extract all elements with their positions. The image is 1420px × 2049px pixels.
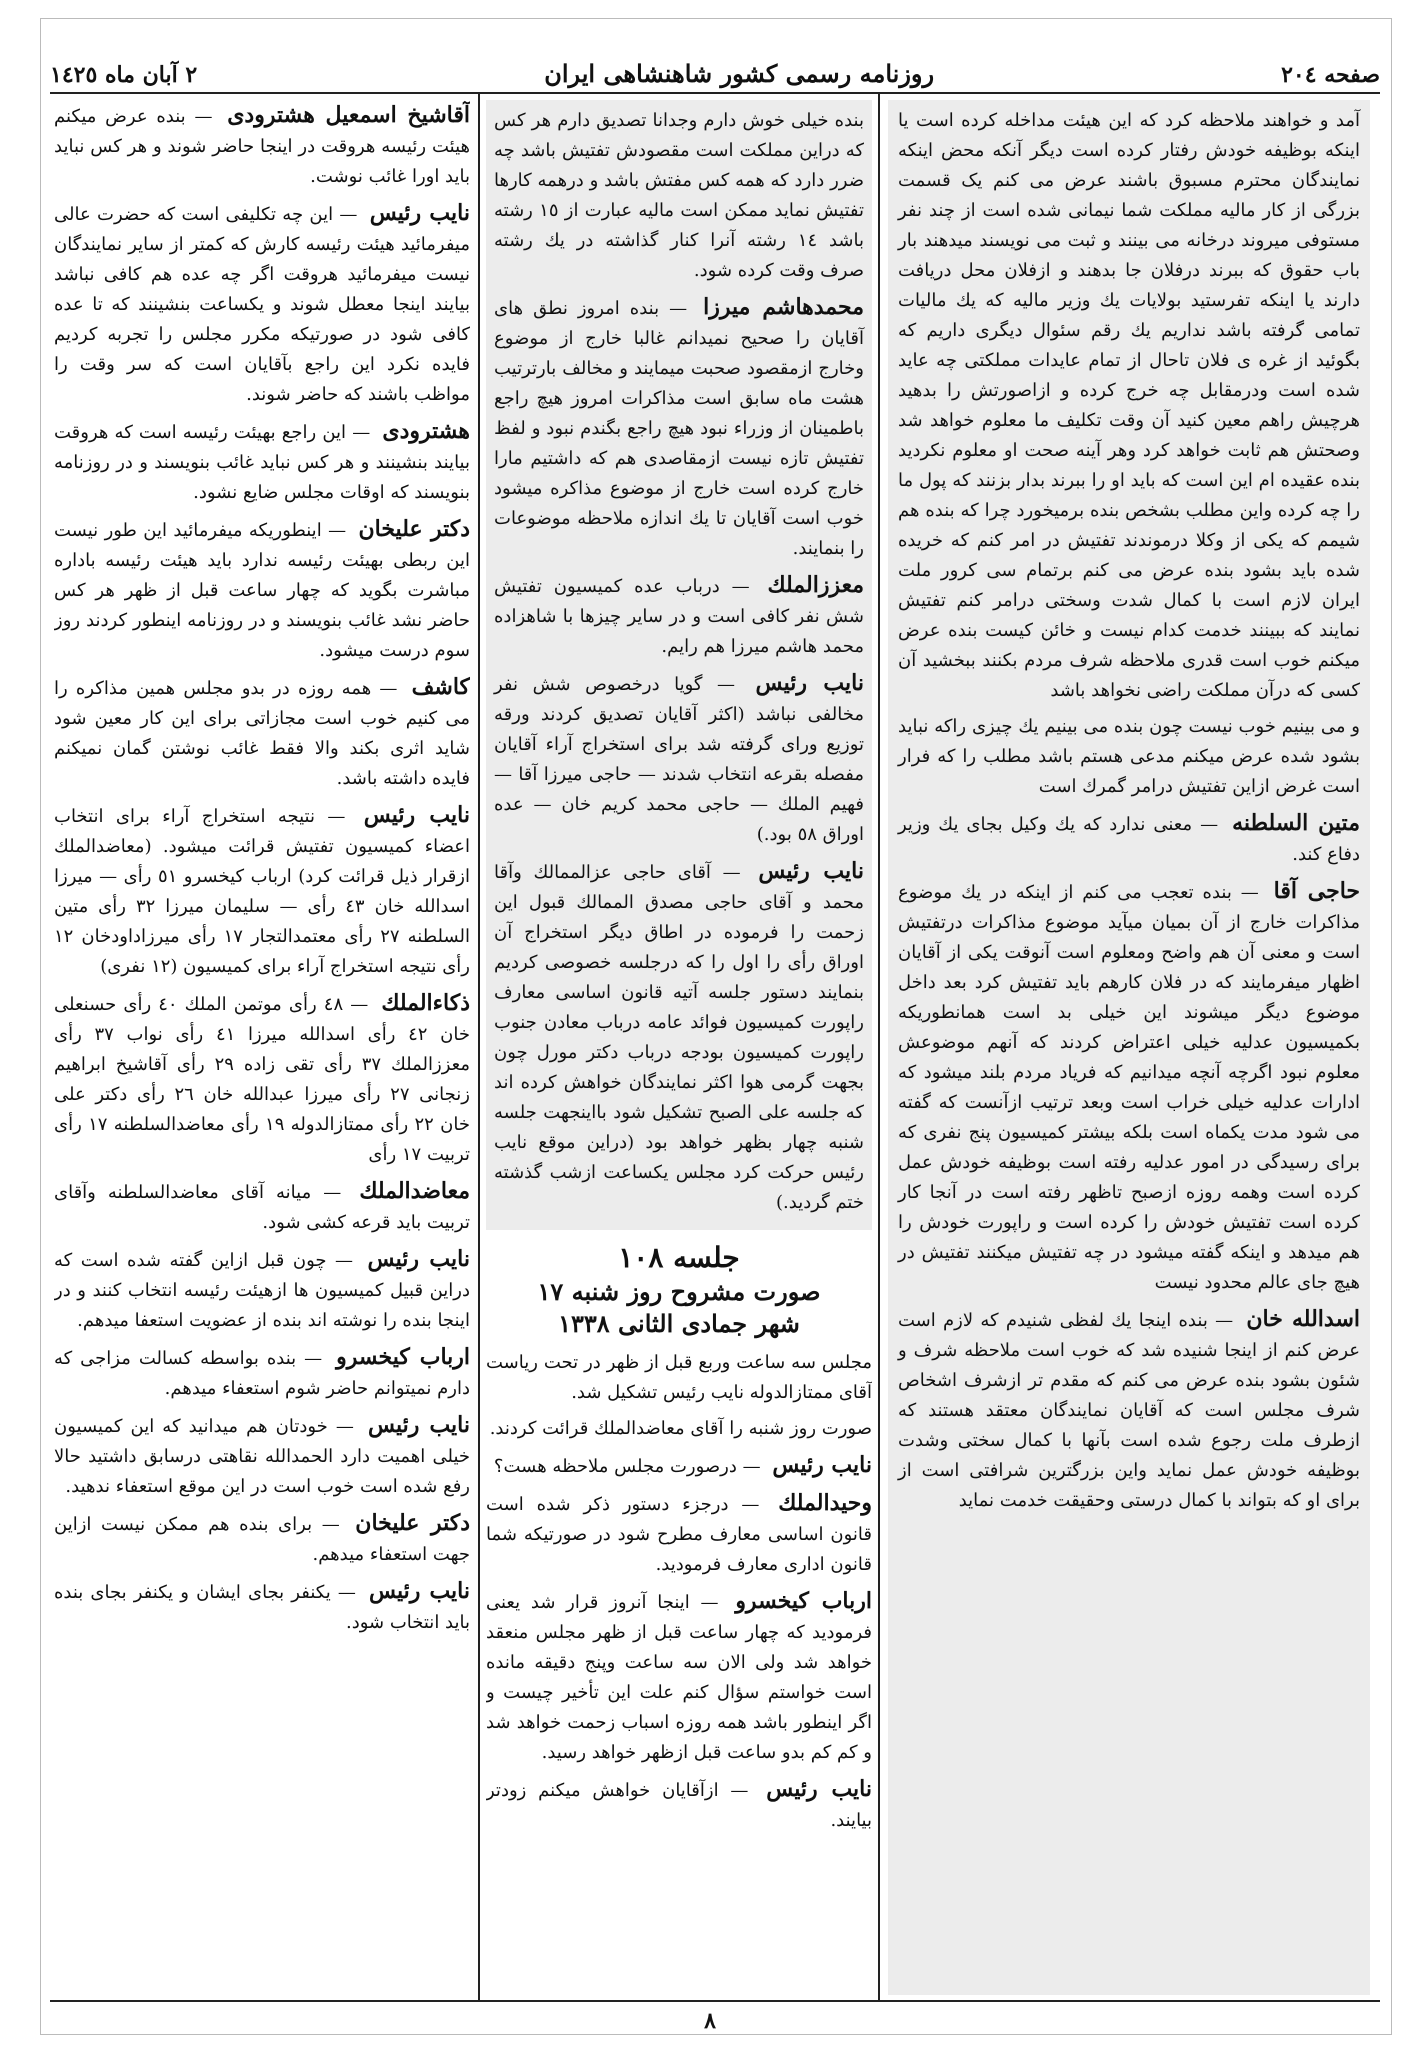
speech-text: بنده بواسطه کسالت مزاجی که دارم نمیتوانم حاضر شوم استعفاء میدهم. (54, 1348, 470, 1399)
speech-text: بنده امروز نطق های آقایان را صحیح نمیدانم غالبا خارج از موضوع وخارج ازمقصود صحبت میمایند و مخالف بارترتیب هشت ماه سابق است مذاکرات امروز هیچ راجع باطمینان از وزراء نبود هیچ راجع بگندم نبود و لفظ تفتیش تازه نیست ازمقاصدی هم که داشتیم مارا خارج کرده است خارج از موضوع مذاکره میشود خوب است آقایان تا یك اندازه ملاحظه موضوعات را بنمایند. (494, 298, 864, 559)
speaker-name: محمدهاشم میرزا (703, 294, 865, 320)
speech-text: میانه آقای معاضدالسلطنه وآقای تربیت باید قرعه کشی شود. (54, 1182, 470, 1233)
speech-paragraph (494, 106, 864, 286)
speech-paragraph: ارباب کیخسرو — بنده بواسطه کسالت مزاجی که دارم نمیتوانم حاضر شوم استعفاء میدهم. (54, 1344, 470, 1399)
footer-rule (50, 2000, 1380, 2002)
speaker-name: ارباب کیخسرو (735, 1588, 872, 1614)
speech-text: صورت روز شنبه را آقای معاضدالملك قرائت کردند. (489, 1418, 872, 1439)
newspaper-title: روزنامه رسمی کشور شاهنشاهی ایران (544, 59, 935, 88)
speech-paragraph: معاضدالملك — میانه آقای معاضدالسلطنه وآقای تربیت باید قرعه کشی شود. (54, 1178, 470, 1233)
column-left (54, 100, 470, 1995)
speech-text: گویا درخصوص شش نفر مخالفی نباشد (اکثر آقایان تصدیق کردند ورقه توزیع ورای گرفته شد برای استخراج آراء آقایان مفصله بقرعه انتخاب شدند — حاجی میرزا آقا — فهیم الملك — حاجی محمد کریم خان — عده اوراق ٥٨ بود.) (494, 674, 864, 845)
speaker-name: حاجی آقا (1273, 878, 1360, 904)
speech-paragraph: وحیدالملك — درجزء دستور ذکر شده است قانون اساسی معارف مطرح شود در صورتیکه شما قانون اداری معارف فرمودید. (486, 1490, 872, 1575)
speech-text: آمد و خواهند ملاحظه کرد که این هیئت مداخله کرده است یا اینکه بوظیفه خودش رفتار کرده است دیگر آنکه محض اینکه نمایندگان محترم مسبوق باشند عرض می کنم یک قسمت بزرگی از کار مالیه مملکت شما نیمانی شده است از چند نفر مستوفی میروند درخانه می بینند و ثبت می نویسند میدهند بار باب حقوق که ببرند درفلان جا بدهند و ازفلان محل دریافت دارند یا اینکه تفرستید بولایات یك وزیر مالیه که یك مالیات تمامی گرفته باشد نداریم یك رقم سئوال دیگری داریم که بگوئید از غره ی فلان تاحال از تمام عایدات مملکتی چه عاید شده است ودرمقابل چه خرج کرده و ازاصورتش را بدهید هرچیش راهم معین کنید آن وقت تکلیف ما معلوم خواهد شد وصحتش هم ثابت خواهد کرد وهر آینه صحت او معلوم نکردید بنده عقیده ام این است که باید او را ببرند بدار بزنند که پول ما را چه کرده واین مطلب بشخص بنده برمیخورد چرا که بنده هم شیمم که یکی از وکلا درموندند تفتیش در امر کنم که خریده شده باید بشود بنده عرض می کنم برتمام سی کرور ملت ایران لازم است با کمال شدت وسختی درامر کنم تفتیش نمایند که ببینند خدمت کدام نیست و خائن کیست بنده عرض میکنم خوب است قدری ملاحظه شرف مردم بکنند ببخشید آن کسی که درآن مملکت راضی نخواهد باشد (898, 110, 1360, 701)
speaker-name: نایب رئیس (758, 858, 864, 884)
speech-paragraph (898, 712, 1360, 802)
speech-paragraph: معززالملك — درباب عده کمیسیون تفتیش شش نفر کافی است و در سایر چیزها با شاهزاده محمد هاشم میرزا هم رایم. (494, 572, 864, 657)
speech-paragraph: نایب رئیس — درصورت مجلس ملاحظه هست؟ (493, 1452, 872, 1478)
speech-text: بنده عرض میکنم هیئت رئیسه هروقت در اینجا حاضر شوند و هر کس نباید باید اورا غائب نوشت. (54, 106, 470, 187)
speaker-name: نایب رئیس (367, 1412, 470, 1438)
speech-text: اینجا آنروز قرار شد یعنی فرمودید که چهار ساعت قبل از ظهر مجلس منعقد خواهد شد ولی الان سه ساعت وپنج دقیقه مانده است خواستم سؤال کنم علت این تأخیر چیست و اگر اینطور باشد همه روزه اسباب زحمت خواهد شد و کم کم بدو ساعت قبل ازظهر خواهد رسید. (486, 1592, 872, 1763)
speech-paragraph: نایب رئیس — خودتان هم میدانید که این کمیسیون خیلی اهمیت دارد الحمدالله نقاهتی درسابق داشتید حالا رفع شده است خوب است در این موقع استعفاء ندهید. (54, 1412, 470, 1497)
session-heading (486, 1240, 872, 1340)
column-divider-right (878, 92, 880, 2000)
speech-paragraph: محمدهاشم میرزا — بنده امروز نطق های آقایان را صحیح نمیدانم غالبا خارج از موضوع وخارج ازمقصود صحبت میمایند و مخالف بارترتیب هشت ماه سابق است مذاکرات امروز هیچ راجع باطمینان از وزراء نبود هیچ راجع بگندم نبود و لفظ تفتیش تازه نیست ازمقاصدی هم که داشتیم مارا خارج کرده است خارج از موضوع مذاکره میشود خوب است آقایان تا یك اندازه ملاحظه موضوعات را بنمایند. (494, 294, 865, 559)
speech-text: این راجع بهیئت رئیسه است که هروقت بیایند بنشینند و هر کس نباید غائب بنویسند و در روزنامه بنویسند که اوقات مجلس ضایع نشود. (54, 422, 470, 503)
speech-text: برای بنده هم ممکن نیست ازاین جهت استعفاء میدهم. (54, 1514, 470, 1565)
speaker-name: کاشف (411, 674, 470, 700)
speech-paragraph: ارباب کیخسرو — اینجا آنروز قرار شد یعنی فرمودید که چهار ساعت قبل از ظهر مجلس منعقد خواهد شد ولی الان سه ساعت وپنج دقیقه مانده است خواستم سؤال کنم علت این تأخیر چیست و اگر اینطور باشد همه روزه اسباب زحمت خواهد شد و کم کم بدو ساعت قبل ازظهر خواهد رسید. (486, 1588, 872, 1763)
speech-paragraph: نایب رئیس — یکنفر بجای ایشان و یکنفر بجای بنده باید انتخاب شود. (54, 1578, 470, 1633)
column-right (888, 100, 1370, 1995)
speech-paragraph: نایب رئیس — ازآقایان خواهش میکنم زودتر بیایند. (486, 1776, 872, 1831)
speech-text: مجلس سه ساعت وربع قبل از ظهر در تحت ریاست آقای ممتازالدوله نایب رئیس تشکیل شد. (486, 1352, 872, 1403)
speech-text: درصورت مجلس ملاحظه هست؟ (493, 1456, 737, 1477)
speaker-name: آقاشیخ اسمعیل هشترودی (227, 102, 470, 128)
speaker-name: معززالملك (767, 572, 864, 598)
speech-paragraph: نایب رئیس — آقای حاجی عزالممالك وآقا محمد و آقای حاجی مصدق الممالك قبول این زحمت را فرموده در اطاق دیگر استخراج آن اوراق رأی را اول را که درجلسه خصوصی کردیم بنمایند دستور جلسه آتیه قانون اساسی معارف راپورت کمیسیون فوائد عامه درباب معادن جنوب راپورت کمیسیون بودجه درباب دکتر مورل چون بجهت گرمی هوا اکثر نمایندگان خواهش کرده اند که جلسه علی الصبح تشکیل شود بااینجهت جلسه شنبه چهار بظهر خواهد بود (دراین موقع نایب رئیس حرکت کرد مجلس یکساعت ازشب گذشته ختم گردید.) (494, 858, 865, 1213)
speaker-name: نایب رئیس (766, 1776, 872, 1802)
speech-text: درباب عده کمیسیون تفتیش شش نفر کافی است و در سایر چیزها با شاهزاده محمد هاشم میرزا هم رایم. (494, 576, 864, 657)
issue-date: ٢ آبان ماه ١٤٢٥ (50, 62, 198, 88)
speaker-name: نایب رئیس (369, 200, 470, 226)
speaker-name: هشترودی (382, 418, 470, 444)
page-label: صفحه ٢٠٤ (1281, 62, 1380, 88)
previous-session-box (486, 100, 872, 1230)
speech-paragraph (898, 106, 1360, 706)
speech-text: بنده تعجب می کنم از اینکه در یك موضوع مذاکرات خارج از آن بمیان میآید موضوع مذاکرات درتفتیش است و معنی آن هم واضح ومعلوم است آنوقت یکی از آقایان اظهار میفرمایند که در فلان کارهم باید تفتیش کرد بعد داخل موضوع دیگر میشوند این خیلی بد است همانطوریکه بکمیسیون عدلیه خیلی اعتراض کردند که آنهم موضوعش معلوم نبود اگرچه آنچه میدانیم که فریاد مردم بلند میشود که ادارات عدلیه خیلی خراب است وبعد ترتیب ازآنست که گفته می شود مدت یکماه است بلکه بیشتر کمیسیون پنج نفری که برای رسیدگی در امور عدلیه رفته است بوظیفه خودش عمل کرده است وهمه روزه ازصبح تاظهر رفته است در آنجا کار کرده است تفتیش خودش را کرده است و راپورت خودش را هم میدهد و اینکه گفته میشود در چه تفتیش میکنند تفتیش در هیچ جای عالم محدود نیست (898, 882, 1360, 1293)
speech-paragraph (486, 1414, 872, 1444)
speech-paragraph: ذکاءالملك — ٤٨ رأی موتمن الملك ٤٠ رأی حسنعلی خان ٤٢ رأی اسدالله میرزا ٤١ رأی نواب ٣٧ رأی معززالملك ٣٧ رأی تقی زاده ٢٩ رأی آقاشیخ ابراهیم زنجانی ٢٧ رأی میرزا عبدالله خان ٢٦ رأی دکتر علی خان ٢٢ رأی ممتازالدوله ١٩ رأی معاضدالسلطنه ١٧ رأی تربیت ١٧ رأی (54, 990, 470, 1165)
page-number: ٨ (704, 2008, 716, 2034)
speech-text: ازآقایان خواهش میکنم زودتر بیایند. (486, 1780, 872, 1831)
speech-text: معنی ندارد که یك وکیل بجای یك وزیر دفاع کند. (898, 814, 1360, 865)
session-date-line2: شهر جمادی الثانی ١٣٣٨ (558, 1309, 800, 1338)
column-divider-left (478, 92, 480, 2000)
speaker-name: نایب رئیس (367, 1246, 470, 1272)
speech-text: این چه تکلیفی است که حضرت عالی میفرمائید هیئت رئیسه کارش که کمتر از سایر نمایندگان نیست میفرمائید هروقت اگر چه عده هم کافی نباشد بیایند اینجا معطل شوند و یکساعت بنشینند که تا عده کافی شود در صورتیکه مکرر مجلس را تجربه کردیم فایده نکرد این راجع بآقایان است که سر وقت را مواظب باشند که حاضر شوند. (54, 204, 470, 405)
speaker-name: دکتر علیخان (355, 1510, 470, 1536)
column-middle-box-paras (494, 106, 864, 1218)
speech-text: بنده اینجا یك لفظی شنیدم که لازم است عرض کنم از اینجا شنیده شد که خوب است ملاحظه شرف و شئون بشود بنده عرض می کنم که مقدم تر ازشرف اشخاص شرف مجلس است که آقایان نمایندگان معتقد هستند که ازطرف ملت رجوع شده است بآنها با کمال سختی وشدت بوظیفه خودش عمل نماید واین بزرگترین شرافتی است از برای او که بتواند با کمال درستی وحقیقت خدمت نماید (898, 1310, 1360, 1511)
speech-paragraph: نایب رئیس — این چه تکلیفی است که حضرت عالی میفرمائید هیئت رئیسه کارش که کمتر از سایر نمایندگان نیست میفرمائید هروقت اگر چه عده هم کافی نباشد بیایند اینجا معطل شوند و یکساعت بنشینند که تا عده کافی شود در صورتیکه مکرر مجلس را تجربه کردیم فایده نکرد این راجع بآقایان است که سر وقت را مواظب باشند که حاضر شوند. (54, 200, 470, 405)
page-header (50, 28, 1380, 88)
header-rule (50, 92, 1380, 94)
speech-text: درجزء دستور ذکر شده است قانون اساسی معارف مطرح شود در صورتیکه شما قانون اداری معارف فرمودید. (486, 1494, 872, 1575)
column-middle (486, 100, 872, 1995)
speech-paragraph: کاشف — همه روزه در بدو مجلس همین مذاکره را می کنیم خوب است مجازاتی برای این کار معین شود شاید اثری بکند والا فقط غائب نوشتن گمان نمیکنم فایده داشته باشد. (54, 674, 470, 789)
speaker-name: وحیدالملك (778, 1490, 872, 1516)
column-left-paras (54, 100, 470, 1638)
speech-text: نتیجه استخراج آراء برای انتخاب اعضاء کمیسیون تفتیش قرائت میشود. (معاضدالملك ازقرار ذیل قرائت کرد) ارباب کیخسرو ٥١ رأی — میرزا اسدالله خان ٤٣ رأی — سلیمان میرزا ٣٢ رأی متین السلطنه ٢٧ رأی معتمدالتجار ١٧ رأی میرزاداودخان ١٢ رأی نتیجه استخراج آراء برای کمیسیون (١٢ نفری) (54, 806, 470, 977)
speech-text: بنده خیلی خوش دارم وجدانا تصدیق دارم هر کس که دراین مملکت است مقصودش تفتیش باشد چه ضرر دارد که همه کس مفتش باشد و درهمه کارها تفتیش نماید ممکن است مالیه عبارت از ١٥ رشته باشد ١٤ رشته آنرا کنار گذاشته در یك رشته صرف وقت کرده شود. (494, 110, 864, 281)
speech-paragraph: آقاشیخ اسمعیل هشترودی — بنده عرض میکنم هیئت رئیسه هروقت در اینجا حاضر شوند و هر کس نباید باید اورا غائب نوشت. (54, 102, 470, 187)
speaker-name: ذکاءالملك (381, 990, 470, 1016)
column-middle-paras (486, 1348, 872, 1836)
speech-paragraph: هشترودی — این راجع بهیئت رئیسه است که هروقت بیایند بنشینند و هر کس نباید غائب بنویسند و در روزنامه بنویسند که اوقات مجلس ضایع نشود. (54, 418, 470, 503)
speech-paragraph: اسدالله خان — بنده اینجا یك لفظی شنیدم که لازم است عرض کنم از اینجا شنیده شد که خوب است ملاحظه شرف و شئون بشود بنده عرض می کنم که مقدم تر ازشرف اشخاص شرف مجلس است که آقایان نمایندگان معتقد هستند که ازطرف ملت رجوع شده است بآنها با کمال سختی وشدت بوظیفه خودش عمل نماید واین بزرگترین شرافتی است از برای او که بتواند با کمال درستی وحقیقت خدمت نماید (898, 1306, 1360, 1511)
speaker-name: ارباب کیخسرو (336, 1344, 470, 1370)
session-title: جلسه ١٠٨ (618, 1241, 740, 1274)
speaker-name: نایب رئیس (368, 1578, 470, 1604)
speech-text: آقای حاجی عزالممالك وآقا محمد و آقای حاجی مصدق الممالك قبول این زحمت را فرموده در اطاق دیگر استخراج آن اوراق رأی را اول را که درجلسه خصوصی کردیم بنمایند دستور جلسه آتیه قانون اساسی معارف راپورت کمیسیون فوائد عامه درباب معادن جنوب راپورت کمیسیون بودجه درباب دکتر مورل چون بجهت گرمی هوا اکثر نمایندگان خواهش کرده اند که جلسه علی الصبح تشکیل شود بااینجهت جلسه شنبه چهار بظهر خواهد بود (دراین موقع نایب رئیس حرکت کرد مجلس یکساعت ازشب گذشته ختم گردید.) (494, 862, 865, 1213)
speech-paragraph: متین السلطنه — معنی ندارد که یك وکیل بجای یك وزیر دفاع کند. (898, 810, 1360, 865)
speech-paragraph: نایب رئیس — گویا درخصوص شش نفر مخالفی نباشد (اکثر آقایان تصدیق کردند ورقه توزیع ورای گرفته شد برای استخراج آراء آقایان مفصله بقرعه انتخاب شدند — حاجی میرزا آقا — فهیم الملك — حاجی محمد کریم خان — عده اوراق ٥٨ بود.) (494, 670, 864, 845)
speaker-name: نایب رئیس (772, 1452, 872, 1478)
speech-paragraph: نایب رئیس — چون قبل ازاین گفته شده است که دراین قبیل کمیسیون ها ازهیئت رئیسه انتخاب کنند و در اینجا بنده را نوشته اند بنده از عضویت استعفا میدهم. (54, 1246, 470, 1331)
speaker-name: اسدالله خان (1246, 1306, 1360, 1332)
speech-text: اینطوریکه میفرمائید این طور نیست این ربطی بهیئت رئیسه ندارد باید هیئت رئیسه باداره مباشرت بگوید که چهار ساعت قبل از ظهر هر کس حاضر نشد غائب بنویسند و در روزنامه اینطور کردند روز سوم درست میشود. (54, 520, 470, 661)
speaker-name: متین السلطنه (1232, 810, 1360, 836)
speaker-name: معاضدالملك (359, 1178, 470, 1204)
speech-paragraph: دکتر علیخان — برای بنده هم ممکن نیست ازاین جهت استعفاء میدهم. (54, 1510, 470, 1565)
speech-paragraph: حاجی آقا — بنده تعجب می کنم از اینکه در یك موضوع مذاکرات خارج از آن بمیان میآید موضوع مذاکرات درتفتیش است و معنی آن هم واضح ومعلوم است آنوقت یکی از آقایان اظهار میفرمایند که در فلان کارهم باید تفتیش کرد بعد داخل موضوع دیگر میشوند این خیلی بد است همانطوریکه بکمیسیون عدلیه خیلی اعتراض کردند که آنهم موضوعش معلوم نبود اگرچه آنچه میدانیم که فریاد مردم بلند میشود که ادارات عدلیه خیلی خراب است وبعد ترتیب ازآنست که گفته می شود مدت یکماه است بلکه بیشتر کمیسیون پنج نفری که برای رسیدگی در امور عدلیه رفته است بوظیفه خودش عمل کرده است وهمه روزه ازصبح تاظهر رفته است در آنجا کار کرده است تفتیش خودش را کرده است و راپورت خودش را هم میدهد و اینکه گفته میشود در چه تفتیش میکنند تفتیش در هیچ جای عالم محدود نیست (898, 878, 1360, 1293)
speech-text: چون قبل ازاین گفته شده است که دراین قبیل کمیسیون ها ازهیئت رئیسه انتخاب کنند و در اینجا بنده را نوشته اند بنده از عضویت استعفا میدهم. (54, 1250, 470, 1331)
speech-text: یکنفر بجای ایشان و یکنفر بجای بنده باید انتخاب شود. (54, 1582, 470, 1633)
speech-paragraph: نایب رئیس — نتیجه استخراج آراء برای انتخاب اعضاء کمیسیون تفتیش قرائت میشود. (معاضدالملك ازقرار ذیل قرائت کرد) ارباب کیخسرو ٥١ رأی — میرزا اسدالله خان ٤٣ رأی — سلیمان میرزا ٣٢ رأی متین السلطنه ٢٧ رأی معتمدالتجار ١٧ رأی میرزاداودخان ١٢ رأی نتیجه استخراج آراء برای کمیسیون (١٢ نفری) (54, 802, 470, 977)
speech-text: و می بینیم خوب نیست چون بنده می بینیم یك چیزی راکه نباید بشود شده عرض میکنم مدعی هستم باشد مطلب را که فرار است غرض ازاین تفتیش درامر گمرك است (898, 716, 1360, 797)
speaker-name: نایب رئیس (363, 802, 470, 828)
speech-text: همه روزه در بدو مجلس همین مذاکره را می کنیم خوب است مجازاتی برای این کار معین شود شاید اثری بکند والا فقط غائب نوشتن گمان نمیکنم فایده داشته باشد. (54, 678, 470, 789)
speech-text: خودتان هم میدانید که این کمیسیون خیلی اهمیت دارد الحمدالله نقاهتی درسابق داشتید حالا رفع شده است خوب است در این موقع استعفاء ندهید. (54, 1416, 470, 1497)
speaker-name: دکتر علیخان (358, 516, 470, 542)
speech-paragraph (486, 1348, 872, 1408)
speaker-name: نایب رئیس (755, 670, 864, 696)
session-date-line1: صورت مشروح روز شنبه ١٧ (537, 1277, 821, 1306)
speech-paragraph: دکتر علیخان — اینطوریکه میفرمائید این طور نیست این ربطی بهیئت رئیسه ندارد باید هیئت رئیسه باداره مباشرت بگوید که چهار ساعت قبل از ظهر هر کس حاضر نشد غائب بنویسند و در روزنامه اینطور کردند روز سوم درست میشود. (54, 516, 470, 661)
column-right-paras (898, 106, 1360, 1516)
speech-text: ٤٨ رأی موتمن الملك ٤٠ رأی حسنعلی خان ٤٢ رأی اسدالله میرزا ٤١ رأی نواب ٣٧ رأی معززالملك ٣٧ رأی تقی زاده ٢٩ رأی آقاشیخ ابراهیم زنجانی ٢٧ رأی میرزا عبدالله خان ٢٦ رأی دکتر علی خان ٢٢ رأی ممتازالدوله ١٩ رأی معاضدالسلطنه ١٧ رأی تربیت ١٧ رأی (54, 994, 470, 1165)
